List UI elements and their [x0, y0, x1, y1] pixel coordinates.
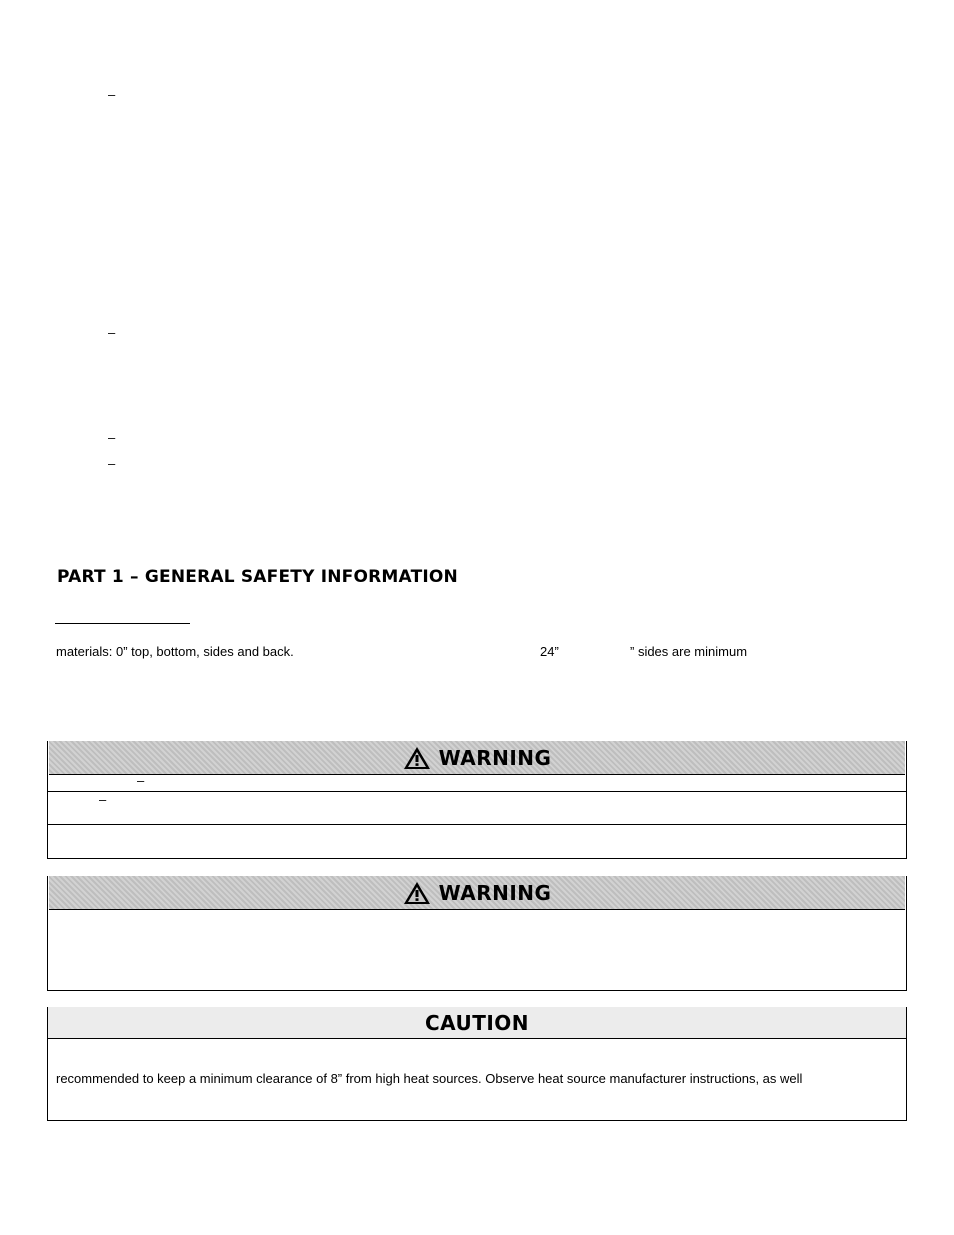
section-title: PART 1 – GENERAL SAFETY INFORMATION — [57, 567, 458, 587]
warning-banner — [49, 876, 905, 910]
warning-row-marker: – — [137, 773, 145, 788]
clearance-sides-text: ” sides are minimum — [630, 644, 748, 659]
list-marker: – — [108, 430, 116, 445]
warning-box-2 — [47, 876, 907, 991]
warning-row — [48, 792, 906, 825]
warning-row-marker: – — [99, 792, 107, 807]
warning-label: WARNING — [438, 880, 552, 905]
subheading-underline — [55, 623, 190, 624]
caution-banner — [48, 1007, 906, 1039]
warning-row — [48, 825, 906, 857]
warning-row — [48, 775, 906, 792]
warning-label: WARNING — [438, 745, 552, 770]
warning-icon — [403, 746, 431, 770]
caution-box — [47, 1007, 907, 1121]
caution-label: CAUTION — [424, 1010, 530, 1035]
list-marker: – — [108, 325, 116, 340]
warning-icon — [403, 881, 431, 905]
clearance-text: materials: 0” top, bottom, sides and back. — [56, 644, 294, 659]
list-marker: – — [108, 456, 116, 471]
caution-text: recommended to keep a minimum clearance of 8” from high heat sources. Observe heat source manufacturer instructions, as well — [56, 1071, 803, 1086]
clearance-distance: 24” — [540, 644, 559, 659]
list-marker: – — [108, 87, 116, 102]
warning-box-1 — [47, 741, 907, 859]
warning-banner — [49, 741, 905, 775]
